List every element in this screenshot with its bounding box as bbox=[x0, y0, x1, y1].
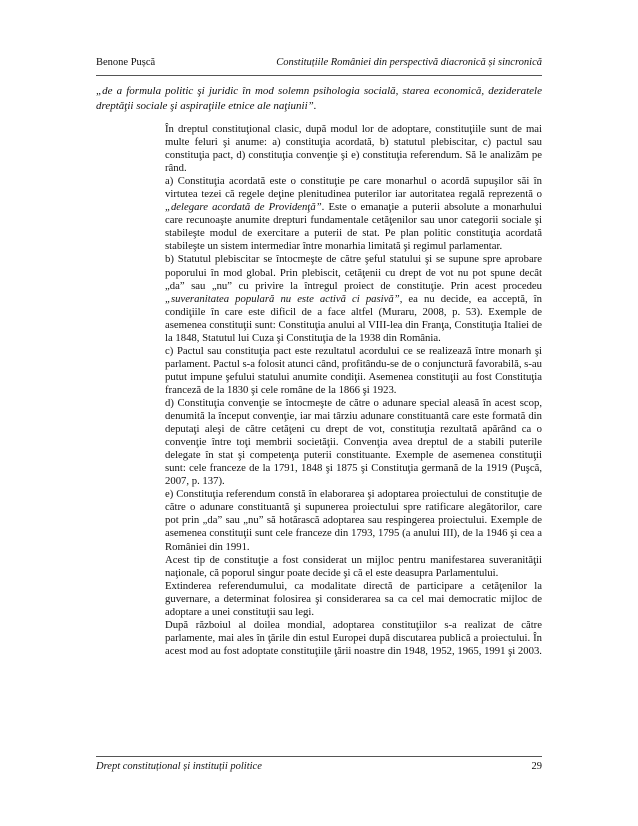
header-divider bbox=[96, 75, 542, 76]
paragraph: Acest tip de constituţie a fost considerat un mijloc pentru manifestarea suveranităţii naţionale, că poporul singur poate decide şi că el este deasupra Parlamentului. bbox=[165, 553, 542, 579]
paragraph: d) Constituţia convenţie se întocmeşte de către o adunare special aleasă în acest scop, denumită la început convenţie, iar mai târziu adunare constituantă care este formată din deputaţi aleşi de către cetăţeni cu drept de vot, constituţia rezultată apărând ca o convenţie între toţi membrii societăţii. Convenţia avea dreptul de a stabili puterile delegate în stat şi competenţa puterii constituante. Exemple de asemenea constituţii sunt: cele franceze de la 1791, 1848 şi 1875 şi Constituţia germană de la 1919 (Puşcă, 2007, p. 137). bbox=[165, 396, 542, 488]
header-author: Benone Pușcă bbox=[96, 57, 156, 68]
paragraph: a) Constituţia acordată este o constituţie pe care monarhul o acordă supuşilor săi în virtutea tezei că regele deţine plenitudinea puterilor iar autoritatea regală reprezentă o „delegare acordată de Providenţă”. Este o emanaţie a puterii absolute a monarhului care recunoaşte anumite drepturi fundamentale cetăţenilor sau unor categorii sociale şi stabileşte modul de exercitare a puterii de stat. Pe plan politic constituţia acordată stabileşte un sistem intermediar între monarhia limitată şi regimul parlamentar. bbox=[165, 175, 542, 253]
body-text bbox=[165, 123, 542, 658]
paragraph: Extinderea referendumului, ca modalitate directă de participare a cetăţenilor la guvernare, a determinat folosirea şi considerarea sa ca cel mai democratic mijloc de adoptare a unei constituţii sau legi. bbox=[165, 579, 542, 618]
paragraph: b) Statutul plebiscitar se întocmeşte de către şeful statului şi se supune spre aprobare poporului în mod global. Prin plebiscit, cetăţenii cu drept de vot nu pot spune decât „da” sau „nu” cu privire la întregul proiect de constituţie. Prin acest procedeu „suveranitatea populară nu este activă ci pasivă”, ea nu decide, ea acceptă, în condiţiile în care este dificil de a face altfel (Muraru, 2008, p. 53). Exemple de asemenea constituţii sunt: Constituţia anului al VIII-lea din Franţa, Constituţia Italiei de la 1848, Statutul lui Cuza şi Constituţia de la 1938 din România. bbox=[165, 253, 542, 344]
paragraph: c) Pactul sau constituţia pact este rezultatul acordului ce se realizează între monarh şi parlament. Pactul s-a folosit atunci când, profitându-se de o conjunctură favorabilă, s-au putut impune şefului statului anumite condiţii. Asemenea constituţii au fost Constituţia franceză de la 1830 şi cele române de la 1866 şi 1923. bbox=[165, 344, 542, 396]
header-title: Constituțiile României din perspectivă diacronică și sincronică bbox=[276, 57, 542, 68]
paragraph: După războiul al doilea mondial, adoptarea constituţiilor s-a realizat de către parlamente, mai ales în ţările din estul Europei după discutarea publică a proiectului. În acest mod au fost adoptate constituţiile ţării noastre din 1948, 1952, 1965, 1991 şi 2003. bbox=[165, 618, 542, 657]
paragraph: În dreptul constituţional clasic, după modul lor de adoptare, constituţiile sunt de mai multe feluri şi anume: a) constituţia acordată, b) statutul plebiscitar, c) pactul sau constituţia pact, d) constituţia convenţie şi e) constituţia referendum. Să le analizăm pe rând. bbox=[165, 123, 542, 175]
paragraph: e) Constituţia referendum constă în elaborarea şi adoptarea proiectului de constituţie de către o adunare constituantă şi supunerea proiectului spre ratificare alegătorilor, care pot prin „da” sau „nu” să hotărască adoptarea sau respingerea proiectului. Exemple de asemenea constituţii sunt cele franceze din 1793, 1795 (a anului III), de la 1946 şi cea a României din 1991. bbox=[165, 488, 542, 553]
page-number: 29 bbox=[531, 761, 542, 772]
intro-quote: „de a formula politic şi juridic în mod solemn psihologia socială, starea economică, dezideratele dreptăţii sociale şi aspiraţiile etnice ale naţiunii”. bbox=[96, 85, 542, 112]
footer-divider bbox=[96, 756, 542, 757]
footer-title: Drept constituțional și instituții politice bbox=[96, 761, 262, 772]
